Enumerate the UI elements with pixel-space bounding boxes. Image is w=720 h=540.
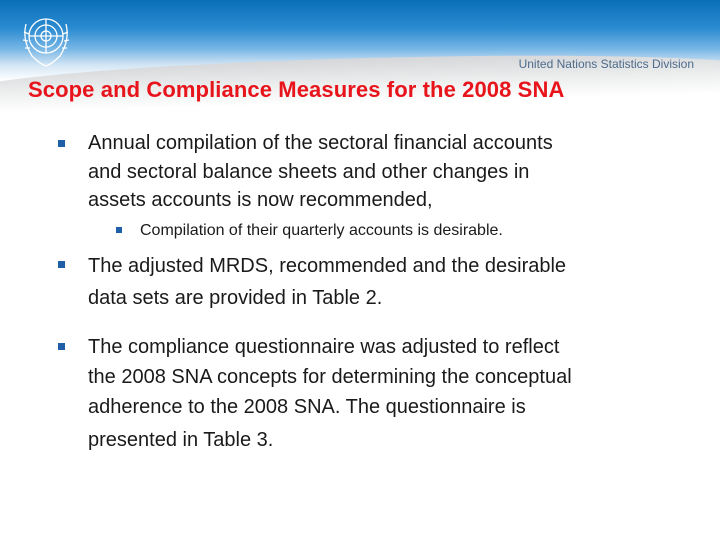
bullet-line: adherence to the 2008 SNA. The questionnaire is	[88, 396, 526, 418]
un-emblem-icon	[20, 10, 72, 68]
bullet-3	[88, 332, 572, 455]
bullet-line: assets accounts is now recommended,	[88, 189, 433, 211]
bullet-line: the 2008 SNA concepts for determining the conceptual	[88, 366, 572, 388]
bullet-line: Annual compilation of the sectoral financial accounts	[88, 132, 553, 154]
bullet-line: data sets are provided in Table 2.	[88, 287, 383, 309]
bullet-icon	[58, 261, 65, 268]
sub-bullet-icon	[116, 227, 122, 233]
bullet-1	[88, 129, 553, 215]
slide-title: Scope and Compliance Measures for the 2008 SNA	[28, 77, 565, 102]
bullet-2	[88, 250, 566, 314]
bullet-icon	[58, 343, 65, 350]
organization-name: United Nations Statistics Division	[518, 57, 694, 71]
bullet-line: The adjusted MRDS, recommended and the desirable	[88, 255, 567, 277]
bullet-line: The compliance questionnaire was adjusted to reflect	[88, 336, 560, 358]
bullet-line: and sectoral balance sheets and other changes in	[88, 160, 530, 183]
sub-bullet-1: Compilation of their quarterly accounts is desirable.	[140, 222, 503, 239]
bullet-line: presented in Table 3.	[88, 429, 274, 451]
bullet-icon	[58, 140, 65, 147]
